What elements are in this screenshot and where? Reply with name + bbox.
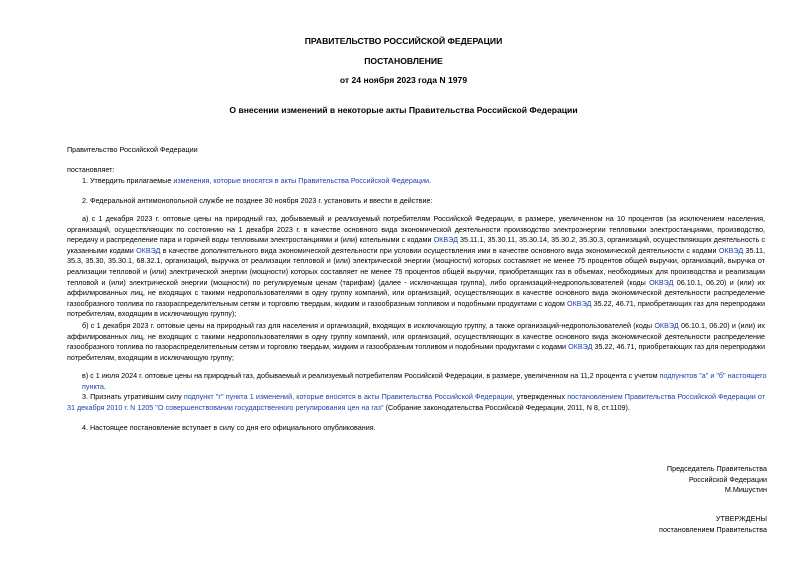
paragraph-3-text-1: 3. Признать утратившим силу xyxy=(82,392,184,401)
paragraph-3-text-3: (Собрание законодательства Российской Федерации, 2011, N 8, ст.1109). xyxy=(383,402,630,412)
signature-country: Российской Федерации xyxy=(688,474,767,484)
paragraph-4: 4. Настоящее постановление вступает в силу со дня его официального опубликования. xyxy=(82,423,376,432)
subparagraph-a-text-1: а) с 1 декабря 2023 г. оптовые цены на природный газ, добываемый и реализуемый потребителям Российской Федерации, в размере, увеличенном на 10 процентов (за исключением населения, организаций, осуществляющих по состоянию на 1 декабря 2023 г. в качестве основного вида экономической деятельности производство электроэнергии тепловыми электростанциями, производство, передачу и распределение пара и горячей воды тепловыми электростанциями и (или) котельными с кодами xyxy=(67,214,765,245)
signature-position: Председатель Правительства xyxy=(666,464,767,473)
subparagraph-a-text-3: в качестве дополнительного вида экономической деятельности при условии осуществления ими в качестве основного вида экономической деятельности с кодами xyxy=(160,245,719,255)
paragraph-2: 2. Федеральной антимонопольной службе не позднее 30 ноября 2023 г. установить и ввести в действие: xyxy=(82,196,433,205)
okved-link[interactable]: ОКВЭД xyxy=(136,245,161,255)
government-heading: ПРАВИТЕЛЬСТВО РОССИЙСКОЙ ФЕДЕРАЦИИ xyxy=(304,36,503,46)
subparagraph-b xyxy=(67,321,765,363)
okved-link[interactable]: ОКВЭД xyxy=(567,298,592,308)
subparagraph-a xyxy=(67,214,765,320)
subparagraph-b-text-1: б) с 1 декабря 2023 г. оптовые цены на природный газ для населения и организаций, входящих в исключающую группу, а также организаций-недропользователей (коды xyxy=(82,321,655,330)
paragraph-3-text-2: , утвержденных xyxy=(512,392,568,401)
approved-by-line: постановлением Правительства xyxy=(659,524,767,534)
document-type-heading: ПОСТАНОВЛЕНИЕ xyxy=(364,56,443,66)
subpoints-link[interactable]: подпунктов "а" и "б" настоящего пункта xyxy=(82,371,767,391)
okved-link[interactable]: ОКВЭД xyxy=(649,277,674,287)
subparagraph-a-text-2: 35.11.1, 35.30.11, 35.30.14, 35.30.2, 35.30.3, организаций, осуществляющих деятельность с указанными кодами xyxy=(67,235,766,255)
subparagraph-v-text-2: . xyxy=(103,381,106,391)
okved-link[interactable]: ОКВЭД xyxy=(568,342,593,352)
subparagraph-v xyxy=(82,371,772,392)
approved-block xyxy=(659,514,767,535)
document-title: О внесении изменений в некоторые акты Правительства Российской Федерации xyxy=(229,105,578,115)
paragraph-1 xyxy=(82,176,431,187)
subparagraph-a-text-4: 35.11, 35.3, 35.30, 35.30.1, 68.32.1, организаций, выручка от реализации тепловой и (или) электрической энергии (мощности) которых составляет не менее 75 процентов общей выручки, организаций, выручка от реализации тепловой и (или) электрической энергии (мощности) которых составляет не менее 75 процентов общей выручки, приобретающих газ в объемах, необходимых для производства и реализации тепловой и (или) электрической энергии (мощности) по регулируемым ценам (тарифам) (далее - исключающая группа), либо организаций-недропользователей (коды xyxy=(67,245,765,287)
subparagraph-a-text-5: 06.10.1, 06.20) и (или) их аффилированных лиц, не входящих с такими недропользователями в одну группу компаний, или организаций, осуществляющих в качестве основного вида экономической деятельности распределение газообразного топлива по газораспределительным сетям и торговлю твердым, жидким и газообразным топливом и подобными продуктами с кодом xyxy=(67,277,765,308)
signature-name: М.Мишустин xyxy=(724,485,767,495)
subparagraph-v-text-1: в) с 1 июля 2024 г. оптовые цены на природный газ, добываемый и реализуемый потребителям Российской Федерации, в размере, увеличенном на 11,2 процента с учетом xyxy=(82,371,660,380)
decrees-line: постановляет: xyxy=(67,165,115,174)
subpoint-g-link[interactable]: подпункт "г" пункта 1 изменений, которые вносятся в акты Правительства Российской Федерации xyxy=(183,392,513,401)
signature-block xyxy=(667,464,767,496)
paragraph-3 xyxy=(67,392,765,413)
subparagraph-b-text-2: 06.10.1, 06.20) и (или) их аффилированных лиц, не входящих с такими недропользователями в одну группу компаний, или организаций, осуществляющих в качестве основного вида экономической деятельности распределение газообразного топлива по газораспределительным сетям и торговлю твердым, жидким и газообразным топливом и подобными продуктами с кодами xyxy=(67,321,765,352)
paragraph-1-prefix: 1. Утвердить прилагаемые xyxy=(82,176,174,185)
approved-label: УТВЕРЖДЕНЫ xyxy=(715,514,767,523)
government-line: Правительство Российской Федерации xyxy=(67,145,198,154)
subparagraph-a-text-6: 35.22, 46.71, приобретающих газ для перепродажи потребителям, входящим в исключающую группу); xyxy=(67,298,765,319)
okved-link[interactable]: ОКВЭД xyxy=(654,321,679,330)
amendments-link[interactable]: изменения, которые вносятся в акты Правительства Российской Федерации xyxy=(173,176,429,185)
okved-link[interactable]: ОКВЭД xyxy=(433,235,458,245)
subparagraph-b-text-3: 35.22, 46.71, приобретающих газ для перепродажи потребителям, входящим в исключающую группу; xyxy=(67,342,765,362)
document-date-number: от 24 ноября 2023 года N 1979 xyxy=(339,75,468,85)
decree-1205-link[interactable]: постановлением Правительства Российской Федерации от 31 декабря 2010 г. N 1205 "О совершенствовании государственного регулирования цен на газ" xyxy=(67,392,765,412)
okved-link[interactable]: ОКВЭД xyxy=(718,245,744,255)
paragraph-1-suffix: . xyxy=(428,176,431,185)
